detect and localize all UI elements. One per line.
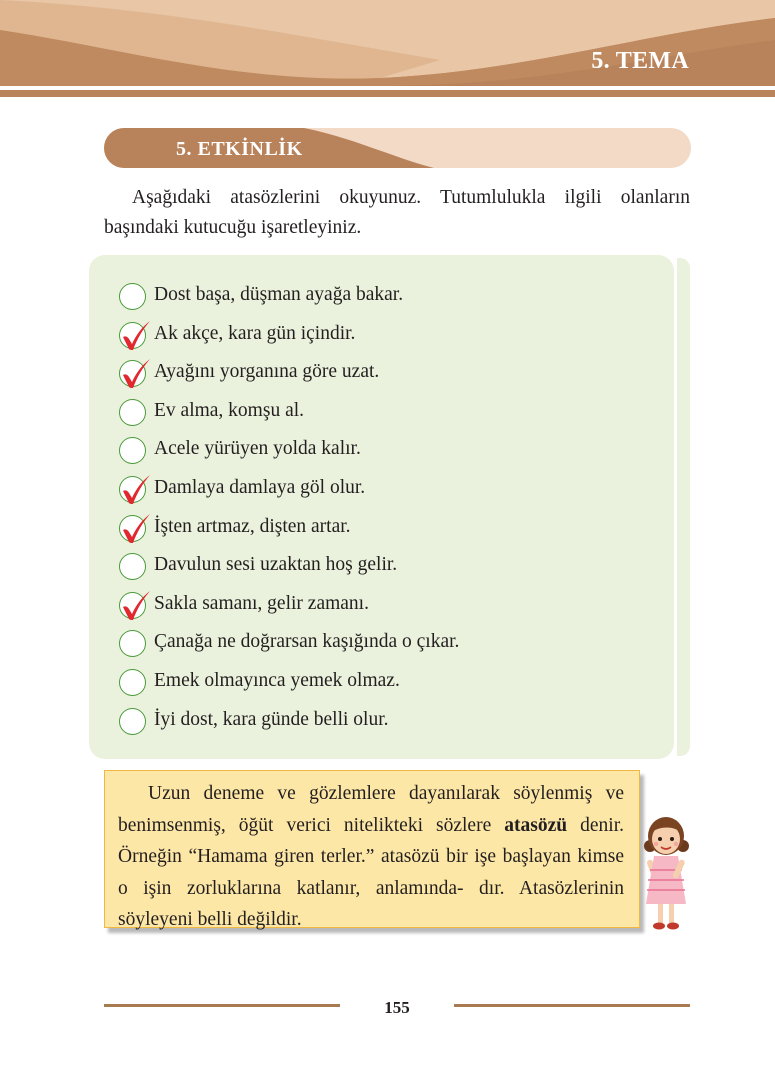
checkbox-circle[interactable]: [119, 630, 146, 657]
footer-line-left: [104, 1004, 340, 1007]
checkbox-circle[interactable]: [119, 553, 146, 580]
proverb-label: Sakla samanı, gelir zamanı.: [154, 592, 369, 614]
proverb-label: Çanağa ne doğrarsan kaşığında o çıkar.: [154, 631, 460, 653]
checkmark-icon: [118, 512, 152, 546]
checkbox-circle[interactable]: [119, 399, 146, 426]
proverb-item[interactable]: [118, 552, 658, 582]
girl-illustration: [636, 808, 696, 934]
checkmark-icon: [118, 473, 152, 507]
proverb-item[interactable]: [118, 321, 658, 351]
page-number: 155: [384, 998, 410, 1017]
proverb-item[interactable]: [118, 514, 658, 544]
info-text-before: Uzun deneme ve gözlemlere dayanılarak söylenmiş ve benimsenmiş, öğüt verici nitelikteki sözlere: [118, 783, 624, 836]
checkbox-circle[interactable]: [119, 708, 146, 735]
proverb-label: Ak akçe, kara gün içindir.: [154, 322, 356, 344]
proverb-item[interactable]: [118, 591, 658, 621]
proverb-item[interactable]: [118, 282, 658, 312]
proverb-label: Ev alma, komşu al.: [154, 399, 305, 421]
proverb-list-edge: [677, 258, 690, 756]
proverb-label: Dost başa, düşman ayağa bakar.: [154, 284, 404, 305]
checkbox-circle[interactable]: [119, 437, 146, 464]
proverb-label: İşten artmaz, dişten artar.: [154, 515, 351, 537]
checkmark-icon: [118, 589, 152, 623]
checkbox-circle[interactable]: [119, 669, 146, 696]
proverb-item[interactable]: [118, 436, 658, 466]
info-term: atasözü: [504, 814, 568, 836]
proverb-label: Ayağını yorganına göre uzat.: [154, 361, 380, 383]
proverb-item[interactable]: [118, 629, 658, 659]
activity-banner: [104, 128, 691, 168]
proverb-item[interactable]: [118, 359, 658, 389]
proverb-label: İyi dost, kara günde belli olur.: [154, 708, 389, 730]
checkmark-icon: [118, 357, 152, 391]
proverb-item[interactable]: [118, 707, 658, 737]
proverb-label: Acele yürüyen yolda kalır.: [154, 438, 361, 460]
checkmark-icon: [118, 319, 152, 353]
proverb-item[interactable]: [118, 475, 658, 505]
info-text: [118, 778, 624, 936]
proverb-label: Emek olmayınca yemek olmaz.: [154, 670, 400, 691]
checkbox-circle[interactable]: [119, 283, 146, 310]
proverb-item[interactable]: [118, 398, 658, 428]
instruction-text: Aşağıdaki atasözlerini okuyunuz. Tutumlulukla ilgili olanların başındaki kutucuğu işaretleyiniz.: [104, 187, 690, 238]
info-text-after: denir. Örneğin “Hamama giren terler.” atasözü bir işe başlayan kimse o işin zorluklarına katlanır, anlamında- dır. Atasözlerinin söyleyeni belli değildir.: [118, 814, 625, 930]
proverb-label: Davulun sesi uzaktan hoş gelir.: [154, 554, 398, 576]
proverb-label: Damlaya damlaya göl olur.: [154, 477, 366, 498]
activity-title: 5. ETKİNLİK: [176, 138, 303, 160]
proverb-item[interactable]: [118, 668, 658, 698]
theme-title: 5. TEMA: [591, 48, 689, 74]
footer-line-right: [454, 1004, 690, 1007]
